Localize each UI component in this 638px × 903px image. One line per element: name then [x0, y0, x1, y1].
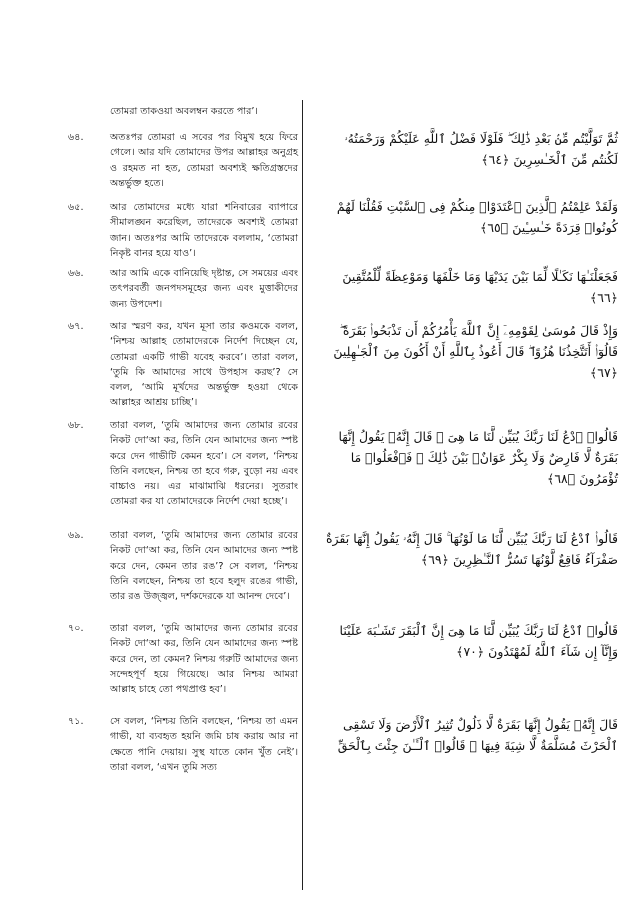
continuation-text: তোমরা তাকওয়া অবলম্বন করতে পার’। — [110, 106, 258, 117]
verse-translation: আর স্মরণ কর, যখন মূসা তার কওমকে বলল, ‘নিশ্চয় আল্লাহ তোমাদেরকে নির্দেশ দিচ্ছেন যে, তোমরা একটি গাভী যবেহ করবে’। তারা বলল, ‘তুমি কি আমাদের সাথে উপহাস করছ’? সে বলল, ‘আমি মূর্খদের অন্তর্ভুক্ত হওয়া থেকে আল্লাহর আশ্রয় চাচ্ছি’। — [110, 321, 298, 409]
arabic-verse-65: وَلَقَدْ عَلِمْتُمُ ٱلَّذِينَ ٱعْتَدَوْا۟ مِنكُمْ فِى ٱلسَّبْتِ فَقُلْنَا لَهُمْ كُونُوا۟ قِرَدَةً خَـٰسِـِٔينَ ﴿٦٥﴾ — [336, 199, 618, 235]
arabic-verse-71: قَالَ إِنَّهُۥ يَقُولُ إِنَّهَا بَقَرَةٌ لَّا ذَلُولٌ تُثِيرُ ٱلْأَرْضَ وَلَا تَسْقِى ٱلْحَرْثَ مُسَلَّمَةٌ لَّا شِيَةَ فِيهَا ۚ قَالُوا۟ ٱلْـَٔـٰنَ جِئْتَ بِٱلْحَقِّ — [337, 717, 618, 753]
verse-64 — [68, 130, 298, 191]
verse-68 — [68, 418, 298, 510]
arabic-verse-64: ثُمَّ تَوَلَّيْتُم مِّنۢ بَعْدِ ذَٰلِكَ ۖ فَلَوْلَا فَضْلُ ٱللَّهِ عَلَيْكُمْ وَرَحْمَتُهُۥ لَكُنتُم مِّنَ ٱلْخَـٰسِرِينَ ﴿٦٤﴾ — [344, 131, 618, 167]
verse-number: ৬৬. — [68, 268, 84, 279]
column-divider — [302, 100, 303, 890]
verse-71 — [68, 714, 298, 775]
arabic-verse-68: قَالُوا۟ ٱدْعُ لَنَا رَبَّكَ يُبَيِّن لَّنَا مَا هِىَ ۚ قَالَ إِنَّهُۥ يَقُولُ إِنَّهَا بَقَرَةٌ لَّا فَارِضٌ وَلَا بِكْرٌ عَوَانٌۢ بَيْنَ ذَٰلِكَ ۖ فَٱفْعَلُوا۟ مَا تُؤْمَرُونَ ﴿٦٨﴾ — [338, 429, 618, 486]
verse-translation: তারা বলল, ‘তুমি আমাদের জন্য তোমার রবের নিকট দো‘আ কর, তিনি যেন আমাদের জন্য স্পষ্ট করে দেন গাভীটি কেমন হবে’। সে বলল, ‘নিশ্চয় তিনি বলছেন, নিশ্চয় তা হবে গরু, বুড়ো নয় এবং বাচ্চাও নয়। এর মাঝামাঝি ধরনের। সুতরাং তোমরা কর যা তোমাদেরকে নির্দেশ দেয়া হচ্ছে’। — [110, 420, 298, 508]
verse-number: ৬৫. — [68, 202, 84, 213]
verse-translation: অতঃপর তোমরা এ সবের পর বিমুখ হয়ে ফিরে গেলে। আর যদি তোমাদের উপর আল্লাহর অনুগ্রহ ও রহমত না হত, তোমরা অবশ্যই ক্ষতিগ্রস্তদের অন্তর্ভুক্ত হতে। — [110, 132, 298, 189]
arabic-verse-66: فَجَعَلْنَـٰهَا نَكَـٰلًا لِّمَا بَيْنَ يَدَيْهَا وَمَا خَلْفَهَا وَمَوْعِظَةً لِّلْمُتَّقِينَ ﴿٦٦﴾ — [342, 269, 618, 305]
verse-65 — [68, 200, 298, 261]
verse-translation: সে বলল, ‘নিশ্চয় তিনি বলছেন, ‘নিশ্চয় তা এমন গাভী, যা ব্যবহৃত হয়নি জমি চাষ করায় আর না ক্ষেতে পানি দেয়ায়। সুস্থ যাতে কোন খুঁত নেই’। তারা বলল, ‘এখন তুমি সত্য — [110, 716, 298, 773]
verse-number: ৭১. — [68, 716, 84, 727]
verse-66 — [68, 266, 298, 312]
verse-67 — [68, 319, 298, 411]
verse-number: ৭০. — [68, 623, 84, 634]
arabic-verse-67: وَإِذْ قَالَ مُوسَىٰ لِقَوْمِهِۦٓ إِنَّ ٱللَّهَ يَأْمُرُكُمْ أَن تَذْبَحُوا۟ بَقَرَةً ۖ قَالُوٓا۟ أَتَتَّخِذُنَا هُزُوًا ۖ قَالَ أَعُوذُ بِٱللَّهِ أَنْ أَكُونَ مِنَ ٱلْجَـٰهِلِينَ ﴿٦٧﴾ — [333, 323, 618, 380]
verse-translation: আর তোমাদের মধ্যে যারা শনিবারের ব্যাপারে সীমালঙ্ঘন করেছিল, তাদেরকে অবশ্যই তোমরা জান। অতঃপর আমি তাদেরকে বললাম, ‘তোমরা নিকৃষ্ট বানর হয়ে যাও’। — [110, 202, 298, 259]
verse-translation: আর আমি একে বানিয়েছি দৃষ্টান্ত, সে সময়ের এবং তৎপরবর্তী জনপদসমূহের জন্য এবং মুত্তাকীদের জন্য উপদেশ। — [110, 268, 298, 310]
verse-number: ৬৮. — [68, 420, 84, 431]
verse-translation: তারা বলল, ‘তুমি আমাদের জন্য তোমার রবের নিকট দো‘আ কর, তিনি যেন আমাদের জন্য স্পষ্ট করে দেন, কেমন তার রঙ’? সে বলল, ‘নিশ্চয় তিনি বলছেন, নিশ্চয় তা হবে হলুদ রঙের গাভী, তার রঙ উজ্জ্বল, দর্শকদেরকে যা আনন্দ দেবে’। — [110, 530, 298, 603]
verse-translation: তারা বলল, ‘তুমি আমাদের জন্য তোমার রবের নিকট দো‘আ কর, তিনি যেন আমাদের জন্য স্পষ্ট করে দেন, তা কেমন? নিশ্চয় গরুটি আমাদের জন্য সন্দেহপূর্ণ হয়ে গিয়েছে। আর নিশ্চয় আমরা আল্লাহ চাহে তো পথপ্রাপ্ত হব’। — [110, 623, 298, 696]
verse-number: ৬৭. — [68, 321, 84, 332]
verse-70 — [68, 621, 298, 697]
verse-number: ৬৯. — [68, 530, 84, 541]
verse-69 — [68, 528, 298, 604]
arabic-verse-69: قَالُوا۟ ٱدْعُ لَنَا رَبَّكَ يُبَيِّن لَّنَا مَا لَوْنُهَا ۚ قَالَ إِنَّهُۥ يَقُولُ إِنَّهَا بَقَرَةٌ صَفْرَآءُ فَاقِعٌ لَّوْنُهَا تَسُرُّ ٱلنَّـٰظِرِينَ ﴿٦٩﴾ — [325, 531, 618, 567]
verse-number: ৬৪. — [68, 132, 84, 143]
arabic-verse-70: قَالُوا۟ ٱدْعُ لَنَا رَبَّكَ يُبَيِّن لَّنَا مَا هِىَ إِنَّ ٱلْبَقَرَ تَشَـٰبَهَ عَلَيْنَا وَإِنَّآ إِن شَآءَ ٱللَّهُ لَمُهْتَدُونَ ﴿٧٠﴾ — [339, 623, 618, 659]
